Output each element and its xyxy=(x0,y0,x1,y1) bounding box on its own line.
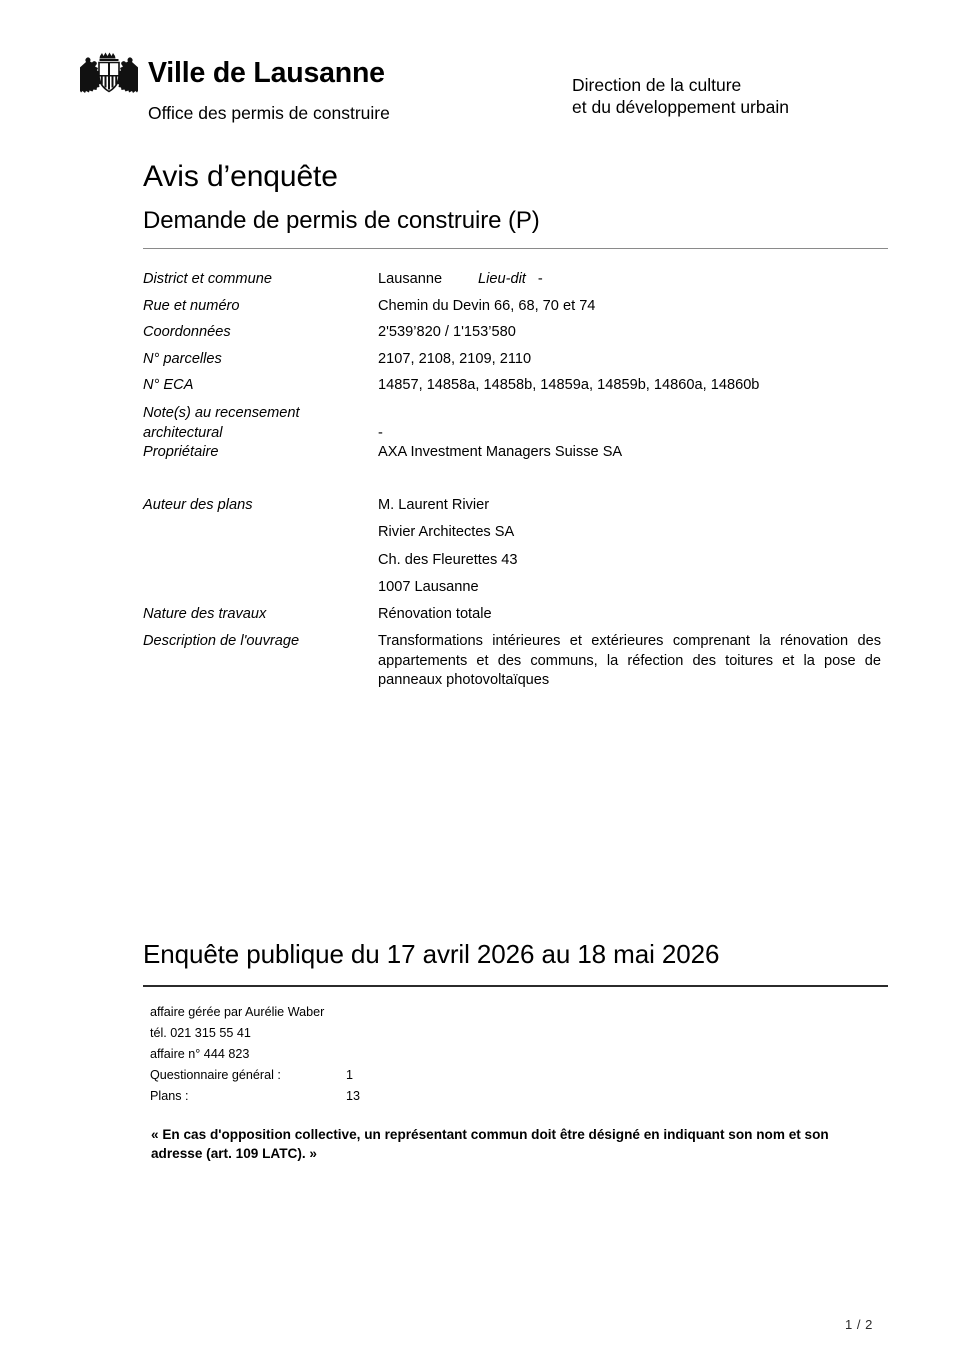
field-value-plan-author-line-3: Ch. des Fleurettes 43 xyxy=(378,551,518,568)
field-label-census-line-2: architectural xyxy=(143,425,223,442)
field-label-street: Rue et numéro xyxy=(143,297,240,314)
divider-bottom xyxy=(143,985,888,987)
table-row xyxy=(143,350,888,377)
table-row xyxy=(143,323,888,350)
table-row xyxy=(143,403,888,443)
field-label-work-nature: Nature des travaux xyxy=(143,606,267,623)
field-label-architectural-census xyxy=(143,403,378,443)
plans-label: Plans : xyxy=(150,1089,189,1103)
field-value-district-group xyxy=(378,270,888,290)
field-label-census-line-1: Note(s) au recensement xyxy=(143,404,300,421)
field-label-lieudit: Lieu-dit xyxy=(478,271,526,287)
plans-count: 13 xyxy=(346,1089,361,1103)
brand-block xyxy=(80,52,540,124)
table-row xyxy=(143,551,888,578)
field-value-district: Lausanne xyxy=(378,271,443,287)
field-value-plan-author-line-4: 1007 Lausanne xyxy=(378,578,479,595)
field-value-work-nature: Rénovation totale xyxy=(378,606,492,623)
brand-title-row xyxy=(80,52,540,96)
field-value-description: Transformations intérieures et extérieures comprenant la rénovation des appartements et des communs, la réfection des toitures et la pose de panneaux photovoltaïques xyxy=(378,632,881,689)
public-inquiry-heading: Enquête publique du 17 avril 2026 au 18 mai 2026 xyxy=(143,939,720,969)
page-number: 1 / 2 xyxy=(845,1317,873,1332)
table-row xyxy=(143,523,888,550)
field-label-district: District et commune xyxy=(143,271,272,287)
field-label-description: Description de l'ouvrage xyxy=(143,632,300,649)
questionnaire-row xyxy=(150,1065,360,1086)
lausanne-coat-of-arms-icon xyxy=(80,52,138,96)
field-value-architectural-census: - xyxy=(378,424,383,441)
field-value-lieudit: - xyxy=(537,271,543,287)
table-row xyxy=(143,297,888,324)
questionnaire-label: Questionnaire général : xyxy=(150,1068,281,1082)
department-line-1: Direction de la culture xyxy=(572,75,742,95)
table-row xyxy=(143,578,888,605)
field-value-eca: 14857, 14858a, 14858b, 14859a, 14859b, 14860a, 14860b xyxy=(378,377,760,394)
case-admin-block xyxy=(150,1002,360,1107)
permit-details-table xyxy=(143,270,888,691)
page-title: Avis d’enquête xyxy=(143,160,338,193)
field-value-coordinates: 2'539’820 / 1'153’580 xyxy=(378,324,516,341)
case-managed-by: affaire gérée par Aurélie Waber xyxy=(150,1005,325,1019)
brand-subtitle: Office des permis de construire xyxy=(148,103,390,123)
field-value-parcels: 2107, 2108, 2109, 2110 xyxy=(378,350,532,367)
department-line-2: et du développement urbain xyxy=(572,97,789,118)
questionnaire-count: 1 xyxy=(346,1068,354,1082)
table-row xyxy=(143,632,888,691)
row-spacer xyxy=(143,470,888,496)
field-label-plan-author: Auteur des plans xyxy=(143,496,253,513)
case-number: affaire n° 444 823 xyxy=(150,1047,250,1061)
field-value-owner: AXA Investment Managers Suisse SA xyxy=(378,444,623,461)
divider-top xyxy=(143,248,888,249)
field-label-eca: N° ECA xyxy=(143,377,194,394)
brand-title: Ville de Lausanne xyxy=(148,57,385,90)
page-subtitle: Demande de permis de construire (P) xyxy=(143,207,540,234)
table-row xyxy=(143,376,888,403)
field-label-parcels: N° parcelles xyxy=(143,350,222,367)
field-label-owner: Propriétaire xyxy=(143,444,219,461)
field-value-plan-author-line-1: M. Laurent Rivier xyxy=(378,496,490,513)
field-label-coordinates: Coordonnées xyxy=(143,324,231,341)
department-block xyxy=(572,74,789,119)
table-row xyxy=(143,443,888,470)
field-value-plan-author-line-2: Rivier Architectes SA xyxy=(378,524,515,541)
page-header xyxy=(0,52,970,142)
field-value-street: Chemin du Devin 66, 68, 70 et 74 xyxy=(378,297,596,314)
case-phone: tél. 021 315 55 41 xyxy=(150,1026,251,1040)
table-row xyxy=(143,605,888,632)
legal-notice: « En cas d'opposition collective, un représentant commun doit être désigné en indiquant son nom et son adresse (art. 109 LATC). » xyxy=(151,1127,829,1162)
table-row xyxy=(143,270,888,297)
table-row xyxy=(143,496,888,523)
plans-row xyxy=(150,1086,360,1107)
